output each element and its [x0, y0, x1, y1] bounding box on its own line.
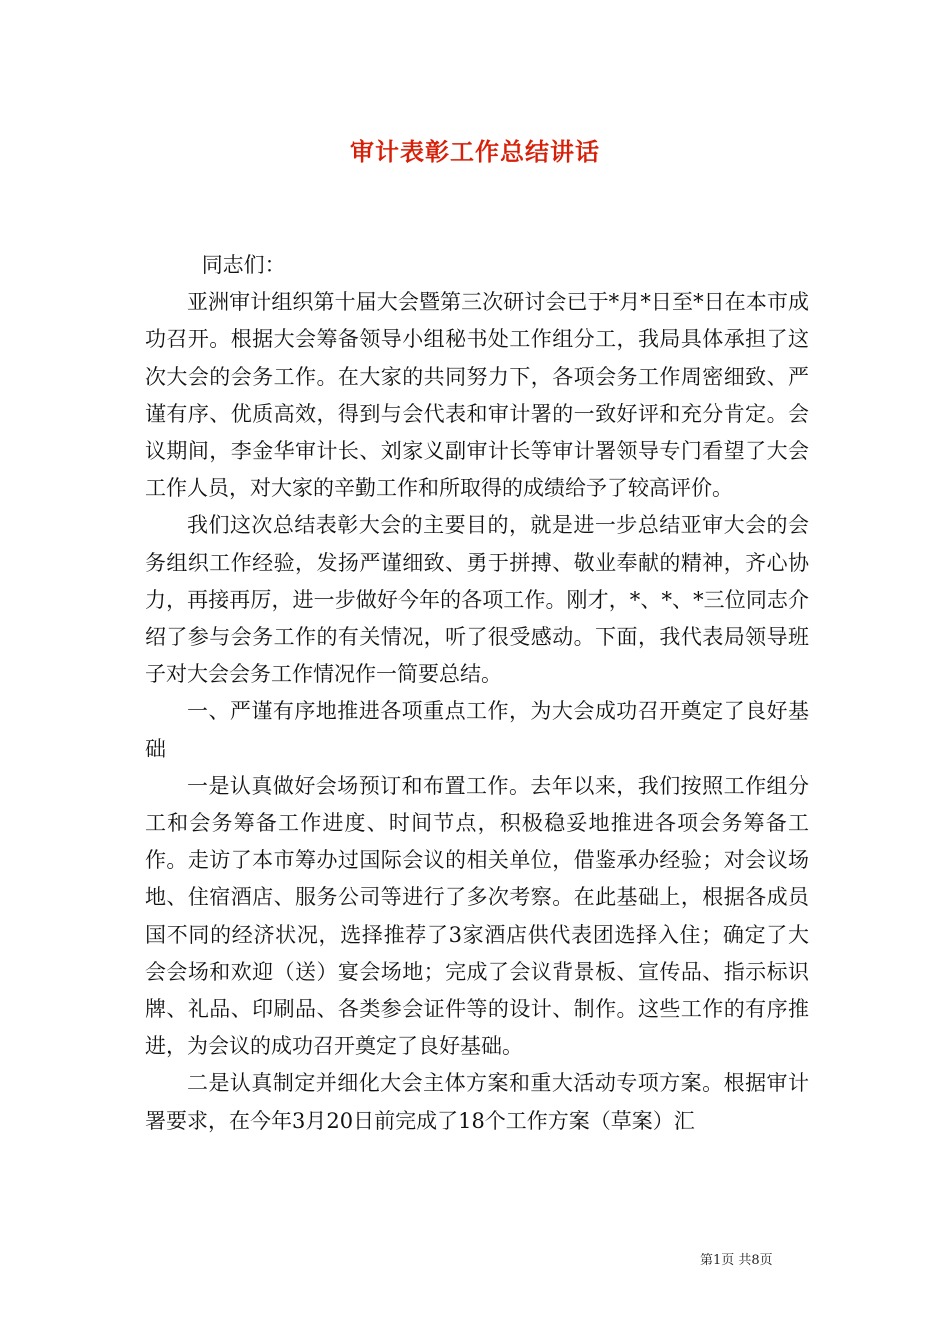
salutation: 同志们：: [201, 253, 286, 277]
paragraph-1: 亚洲审计组织第十届大会暨第三次研讨会已于*月*日至*日在本市成功召开。根据大会筹备领导小组秘书处工作组分工，我局具体承担了这次大会的会务工作。在大家的共同努力下，各项会务工作周密细致、严谨有序、优质高效，得到与会代表和审计署的一致好评和充分肯定。会议期间，李金华审计长、刘家义副审计长等审计署领导专门看望了大会工作人员，对大家的辛勤工作和所取得的成绩给予了较高评价。: [145, 290, 809, 501]
document-title: 审计表彰工作总结讲话: [350, 137, 600, 166]
document-body: [145, 247, 809, 1140]
paragraph-2: 我们这次总结表彰大会的主要目的，就是进一步总结亚审大会的会务组织工作经验，发扬严谨细致、勇于拼搏、敬业奉献的精神，齐心协力，再接再厉，进一步做好今年的各项工作。刚才，*、*、*三位同志介绍了参与会务工作的有关情况，听了很受感动。下面，我代表局领导班子对大会会务工作情况作一简要总结。: [145, 513, 809, 687]
paragraph-3: 一是认真做好会场预订和布置工作。去年以来，我们按照工作组分工和会务筹备工作进度、时间节点，积极稳妥地推进各项会务筹备工作。走访了本市筹办过国际会议的相关单位，借鉴承办经验；对会议场地、住宿酒店、服务公司等进行了多次考察。在此基础上，根据各成员国不同的经济状况，选择推荐了3家酒店供代表团选择入住；确定了大会会场和欢迎（送）宴会场地；完成了会议背景板、宣传品、指示标识牌、礼品、印刷品、各类参会证件等的设计、制作。这些工作的有序推进，为会议的成功召开奠定了良好基础。: [145, 773, 809, 1059]
paragraph-4: 二是认真制定并细化大会主体方案和重大活动专项方案。根据审计署要求，在今年3月20日前完成了18个工作方案（草案）汇: [145, 1071, 809, 1133]
page-number: 第1页 共8页: [700, 1253, 773, 1268]
section-heading-1: 一、严谨有序地推进各项重点工作，为大会成功召开奠定了良好基础: [145, 699, 809, 761]
